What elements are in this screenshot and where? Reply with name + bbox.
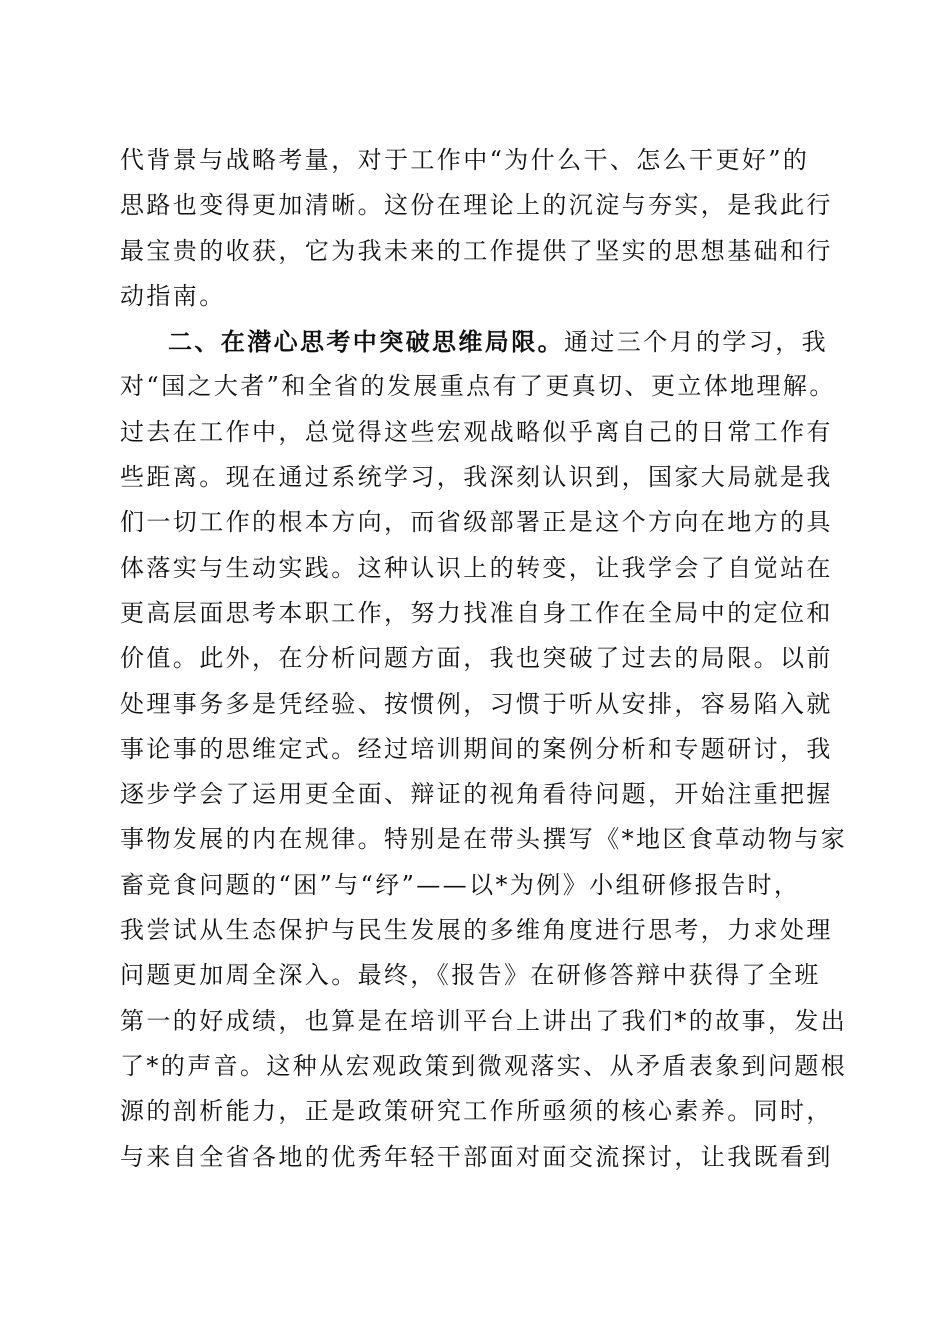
document-body xyxy=(120,138,848,1180)
paragraph-1-line-3: 最宝贵的收获，它为我未来的工作提供了坚实的思想基础和行 xyxy=(120,236,833,265)
paragraph-1-line-2: 思路也变得更加清晰。这份在理论上的沉淀与夯实，是我此行 xyxy=(120,191,833,220)
paragraph-2-line-4: 些距离。现在通过系统学习，我深刻认识到，国家大局就是我 xyxy=(120,463,833,492)
paragraph-2-line-13: 畜竞食问题的“困”与“纾”——以*为例》小组研修报告时， xyxy=(120,870,801,899)
paragraph-2-line-15: 问题更加周全深入。最终，《报告》在研修答辩中获得了全班 xyxy=(120,961,821,990)
paragraph-2-line-10: 事论事的思维定式。经过培训期间的案例分析和专题研讨，我 xyxy=(120,734,833,763)
paragraph-2-line-7: 更高层面思考本职工作，努力找准自身工作在全局中的定位和 xyxy=(120,598,833,627)
paragraph-2-line-11: 逐步学会了运用更全面、辩证的视角看待问题，开始注重把握 xyxy=(120,780,833,809)
paragraph-2-line-1 xyxy=(120,319,840,364)
paragraph-2-line-8: 价值。此外，在分析问题方面，我也突破了过去的局限。以前 xyxy=(120,644,833,673)
paragraph-2-line-6: 体落实与生动实践。这种认识上的转变，让我学会了自觉站在 xyxy=(120,553,833,582)
paragraph-2-line-9: 处理事务多是凭经验、按惯例，习惯于听从安排，容易陷入就 xyxy=(120,689,833,718)
paragraph-2-line-2: 对“国之大者”和全省的发展重点有了更真切、更立体地理解。 xyxy=(120,372,836,401)
paragraph-2-line-14: 我尝试从生态保护与民生发展的多维角度进行思考，力求处理 xyxy=(120,916,833,945)
paragraph-1-line-1: 代背景与战略考量，对于工作中“为什么干、怎么干更好”的 xyxy=(120,146,810,174)
paragraph-2-line-12: 事物发展的内在规律。特别是在带头撰写《*地区食草动物与家 xyxy=(120,825,848,854)
paragraph-2-line-19: 与来自全省各地的优秀年轻干部面对面交流探讨，让我既看到 xyxy=(120,1142,833,1171)
paragraph-2-line-18: 源的剖析能力，正是政策研究工作所亟须的核心素养。同时， xyxy=(120,1097,833,1126)
paragraph-1-line-4: 动指南。 xyxy=(120,281,226,310)
paragraph-2-line-5: 们一切工作的根本方向，而省级部署正是这个方向在地方的具 xyxy=(120,508,833,537)
section-heading: 二、在潜心思考中突破思维局限。 xyxy=(168,327,564,357)
paragraph-2-line-1-text: 通过三个月的学习，我 xyxy=(564,328,828,357)
paragraph-2-line-16: 第一的好成绩，也算是在培训平台上讲出了我们*的故事，发出 xyxy=(120,1006,848,1035)
paragraph-2-line-3: 过去在工作中，总觉得这些宏观战略似乎离自己的日常工作有 xyxy=(120,417,833,446)
paragraph-2-line-17: 了*的声音。这种从宏观政策到微观落实、从矛盾表象到问题根 xyxy=(120,1051,848,1080)
